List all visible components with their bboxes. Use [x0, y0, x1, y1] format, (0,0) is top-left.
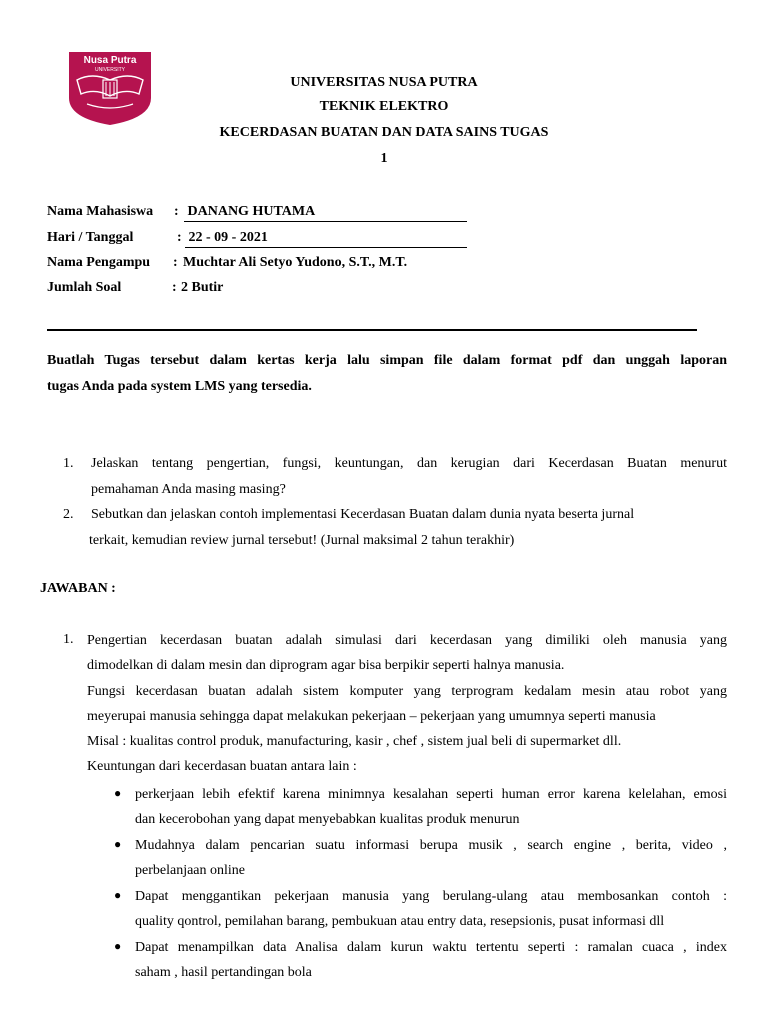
- header-department: TEKNIK ELEKTRO: [319, 99, 449, 114]
- list-item: saham , hasil pertandingan bola: [135, 965, 312, 980]
- list-item: perbelanjaan online: [135, 863, 246, 878]
- list-item: Dapat menggantikan pekerjaan manusia yang berulang-ulang atau membosankan contoh :: [135, 889, 727, 904]
- answer-line-3: Fungsi kecerdasan buatan adalah sistem komputer yang terprogram kedalam mesin atau robot yang: [87, 684, 727, 699]
- list-item: Dapat menampilkan data Analisa dalam kurun waktu tertentu seperti : ramalan cuaca , index: [135, 940, 727, 955]
- info-value-lecturer: Muchtar Ali Setyo Yudono, S.T., M.T.: [183, 255, 408, 270]
- question-number: 2.: [63, 507, 74, 522]
- svg-text:Nusa Putra: Nusa Putra: [83, 55, 137, 66]
- list-item: Mudahnya dalam pencarian suatu informasi berupa musik , search engine , berita, video ,: [135, 838, 727, 853]
- info-label-student-name: Nama Mahasiswa: [47, 204, 154, 219]
- header-course: KECERDASAN BUATAN DAN DATA SAINS TUGAS: [219, 125, 549, 140]
- svg-text:UNIVERSITY: UNIVERSITY: [94, 67, 126, 73]
- header-university: UNIVERSITAS NUSA PUTRA: [290, 75, 478, 90]
- answer-line-1: Pengertian kecerdasan buatan adalah simulasi dari kecerdasan yang dimiliki oleh manusia yang: [87, 633, 727, 648]
- header-assignment-number: 1: [380, 151, 388, 166]
- info-value-student-name: DANANG HUTAMA: [184, 203, 467, 222]
- info-label-lecturer: Nama Pengampu: [47, 255, 151, 270]
- answer-line-4: meyerupai manusia sehingga dapat melakukan pekerjaan – pekerjaan yang umumnya seperti manusia: [87, 709, 656, 724]
- bullet-icon: ●: [114, 786, 122, 800]
- answer-title: JAWABAN :: [40, 581, 116, 596]
- list-item: perkerjaan lebih efektif karena minimnya kesalahan seperti human error karena kelelahan, emosi: [135, 787, 727, 802]
- info-label-date: Hari / Tanggal: [47, 230, 134, 245]
- list-item: quality qontrol, pemilahan barang, pembukuan atau entry data, resepsionis, pusat informasi dll: [135, 914, 665, 929]
- question-number: 1.: [63, 456, 74, 471]
- info-colon: :: [173, 255, 178, 270]
- instruction-line-2: tugas Anda pada system LMS yang tersedia.: [47, 379, 312, 394]
- answer-line-6: Keuntungan dari kecerdasan buatan antara lain :: [87, 759, 357, 774]
- bullet-icon: ●: [114, 888, 122, 902]
- question-2-line-1: Sebutkan dan jelaskan contoh implementasi Kecerdasan Buatan dalam dunia nyata beserta jurnal: [91, 507, 635, 522]
- divider: [47, 329, 697, 331]
- info-colon: :: [172, 280, 177, 295]
- info-label-question-count: Jumlah Soal: [47, 280, 122, 295]
- info-value-question-count: 2 Butir: [181, 280, 224, 295]
- info-value-date: 22 - 09 - 2021: [185, 229, 467, 248]
- list-item: dan kecerobohan yang dapat menyebabkan kualitas produk menurun: [135, 812, 520, 827]
- question-1-line-1: Jelaskan tentang pengertian, fungsi, keuntungan, dan kerugian dari Kecerdasan Buatan menurut: [91, 456, 727, 471]
- info-colon: :: [177, 230, 182, 245]
- info-colon: :: [174, 204, 179, 219]
- answer-line-5: Misal : kualitas control produk, manufacturing, kasir , chef , sistem jual beli di supermarket dll.: [87, 734, 622, 749]
- bullet-icon: ●: [114, 939, 122, 953]
- bullet-icon: ●: [114, 837, 122, 851]
- answer-number: 1.: [63, 632, 74, 647]
- answer-line-2: dimodelkan di dalam mesin dan diprogram agar bisa berpikir seperti halnya manusia.: [87, 658, 565, 673]
- question-2-line-2: terkait, kemudian review jurnal tersebut! (Jurnal maksimal 2 tahun terakhir): [89, 533, 515, 548]
- instruction-line-1: Buatlah Tugas tersebut dalam kertas kerja lalu simpan file dalam format pdf dan unggah laporan: [47, 353, 727, 368]
- question-1-line-2: pemahaman Anda masing masing?: [91, 482, 286, 497]
